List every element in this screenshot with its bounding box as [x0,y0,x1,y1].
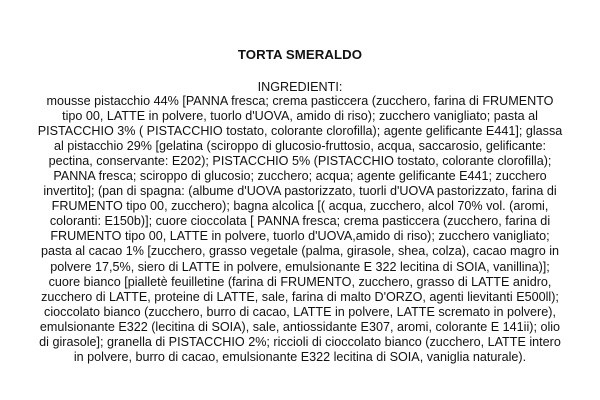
ingredients-line: pasta al cacao 1% [zucchero, grasso vegetale (palma, girasole, shea, colza), cacao magro in [40,244,560,259]
ingredients-line: coloranti: E150b)]; cuore cioccolata [ PANNA fresca; crema pasticcera (zucchero, farina di [49,214,551,229]
ingredients-line: pectina, conservante: E202); PISTACCHIO 5% (PISTACCHIO tostato, colorante clorofilla); [48,154,552,169]
ingredients-line: PISTACCHIO 3% ( PISTACCHIO tostato, colorante clorofilla); agente gelificante E441]; glassa [37,124,563,139]
ingredients-line: tipo 00, LATTE in polvere, tuorlo d'UOVA, amido di riso); zucchero vanigliato; pasta al [62,109,538,124]
ingredients-line: FRUMENTO tipo 00, zucchero); bagna alcolica [( acqua, zucchero, alcol 70% vol. (aromi, [51,199,549,214]
ingredients-line: FRUMENTO tipo 00, LATTE in polvere, tuorlo d'UOVA,amido di riso); zucchero vanigliato; [50,229,550,244]
ingredients-heading: INGREDIENTI: [257,80,343,94]
ingredients-line: cioccolato bianco (zucchero, burro di cacao, LATTE in polvere, LATTE scremato in polvere), [44,304,556,319]
ingredients-line: di girasole]; granella di PISTACCHIO 2%; riccioli di cioccolato bianco (zucchero, LATTE intero [39,334,561,349]
product-title: TORTA SMERALDO [237,47,363,62]
ingredients-line: mousse pistacchio 44% [PANNA fresca; crema pasticcera (zucchero, farina di FRUMENTO [46,94,554,108]
ingredients-line: in polvere, burro di cacao, emulsionante E322 lecitina di SOIA, vaniglia naturale). [73,349,527,364]
ingredients-line: polvere 17,5%, siero di LATTE in polvere, emulsionante E 322 lecitina di SOIA, vanillina)]; [50,259,550,274]
ingredients-line: PANNA fresca; sciroppo di glucosio; zucchero; acqua; agente gelificante E441; zucchero [53,169,547,184]
ingredients-line: cuore bianco [pialletè feuilletine (farina di FRUMENTO, zucchero, grasso di LATTE anidro, [48,274,552,289]
ingredients-line: invertito]; (pan di spagna: (albume d'UOVA pastorizzato, tuorli d'UOVA pastorizzato, farina di [43,184,557,199]
ingredients-line: emulsionante E322 (lecitina di SOIA), sale, antiossidante E307, aromi, colorante E 141ii); olio [39,319,561,334]
ingredients-text [0,94,600,365]
ingredients-line: al pistacchio 29% [gelatina (sciroppo di glucosio-fruttosio, acqua, saccarosio, gelificante: [53,139,547,154]
ingredients-line: zucchero di LATTE, proteine di LATTE, sale, farina di malto D'ORZO, agenti lievitanti E500ll); [41,289,559,304]
